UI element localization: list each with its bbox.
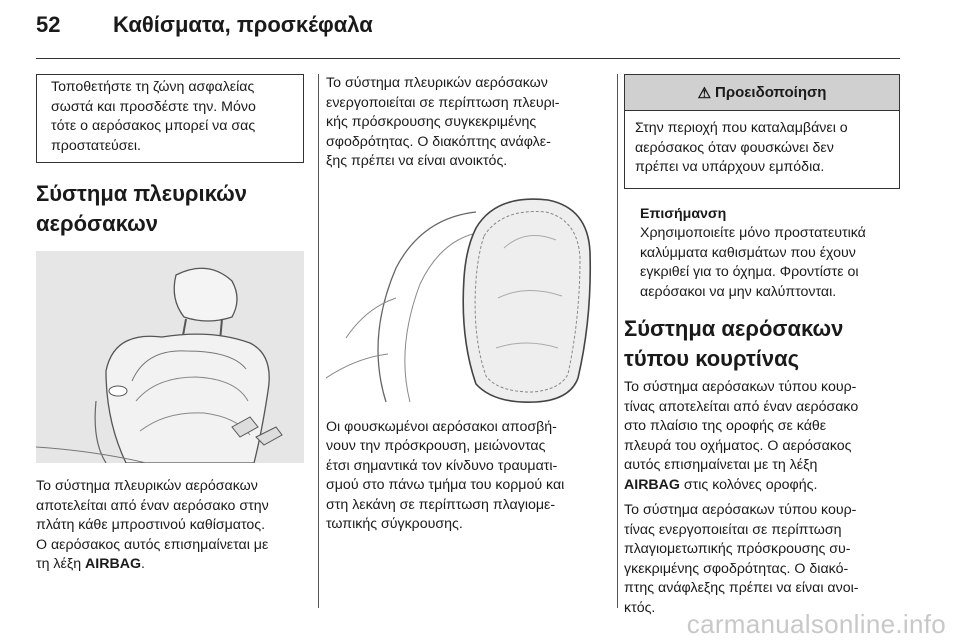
text-line: ενεργοποιείται σε περίπτωση πλευρι- [326, 94, 560, 111]
side-airbag-heading [36, 179, 304, 239]
text-line: Ο αερόσακος αυτός επισημαίνεται με [36, 536, 269, 553]
inflated-airbag-drawing [326, 188, 608, 406]
side-airbag-caption [36, 477, 304, 575]
seatbelt-note-text [43, 78, 297, 156]
curtain-airbag-description [624, 378, 900, 495]
text-fragment: στις κολόνες οροφής. [679, 476, 818, 493]
text-line: γκεκριμένης σφοδρότητας. Ο διακό- [624, 560, 849, 577]
text-line: Τοποθετήστε τη ζώνη ασφαλείας [51, 79, 255, 95]
notice-text [640, 224, 900, 302]
curtain-airbag-heading [624, 314, 900, 374]
side-airbag-activation-text [326, 74, 608, 172]
warning-triangle-icon: ⚠ [697, 84, 712, 102]
notice-title: Επισήμανση [640, 205, 727, 222]
text-line: τωπικής σύγκρουσης. [326, 516, 463, 532]
column-2 [326, 74, 608, 535]
text-line: νουν την πρόσκρουση, μειώνοντας [326, 438, 546, 454]
seatbelt-note-box [36, 74, 304, 163]
column-separator [318, 74, 319, 608]
text-line: σφοδρότητας. Ο διακόπτης ανάφλε- [326, 133, 551, 150]
text-line: Το σύστημα πλευρικών αερόσακων [36, 478, 258, 494]
text-line: πρέπει να υπάρχουν εμπόδια. [635, 159, 825, 175]
column-separator [617, 74, 618, 608]
text-fragment: . [141, 556, 145, 572]
text-line: πτης ανάφλεξης πρέπει να είναι ανοι- [624, 580, 859, 596]
heading-line: Σύστημα πλευρικών [36, 181, 247, 206]
text-line: κτός. [624, 599, 656, 616]
seat-drawing [36, 251, 304, 463]
curtain-airbag-activation-text [624, 501, 900, 618]
text-line [624, 476, 900, 496]
header-rule [36, 58, 900, 59]
text-line: καλύμματα καθισμάτων που έχουν [640, 244, 856, 261]
airbag-label: AIRBAG [624, 476, 680, 493]
text-line: έτσι σημαντικά τον κίνδυνο τραυματι- [326, 457, 558, 474]
side-airbag-effect-text [326, 418, 608, 535]
text-line: σμού στο πάνω τμήμα του κορμού και [326, 477, 565, 493]
text-line: Χρησιμοποιείτε μόνο προστατευτικά [640, 225, 866, 241]
text-line: πλαγιομετωπικής πρόσκρουσης συ- [624, 541, 851, 557]
seat-illustration [36, 251, 304, 463]
text-fragment: τη λέξη [36, 556, 86, 572]
warning-header [625, 75, 899, 111]
text-line: Στην περιοχή που καταλαμβάνει ο [635, 120, 848, 136]
watermark: carmanualsonline.info [686, 609, 946, 639]
text-line: κής πρόσκρουσης συγκεκριμένης [326, 114, 537, 130]
text-line: αποτελείται από έναν αερόσακο στην [36, 497, 269, 514]
notice-block [624, 205, 900, 303]
text-line: πλάτη κάθε μπροστινού καθίσματος. [36, 517, 266, 533]
text-line: σωστά και προσδέστε την. Μόνο [51, 98, 256, 115]
text-line: προστατεύσει. [51, 137, 141, 154]
text-line: Το σύστημα αερόσακων τύπου κουρ- [624, 379, 857, 395]
text-line: ξης πρέπει να είναι ανοικτός. [326, 153, 508, 169]
heading-line: τύπου κουρτίνας [624, 346, 800, 371]
warning-box [624, 74, 900, 189]
text-line: αερόσακοι να μην καλύπτονται. [640, 283, 837, 300]
text-line: αυτός επισημαίνεται με τη λέξη [624, 457, 818, 473]
text-line: στο πλαίσιο της οροφής σε κάθε [624, 418, 827, 434]
running-title: Καθίσματα, προσκέφαλα [113, 12, 373, 37]
column-3 [624, 74, 900, 618]
text-line: εγκριθεί για το όχημα. Φροντίστε οι [640, 264, 859, 280]
text-line [36, 555, 304, 575]
text-line: στη λεκάνη σε περίπτωση πλαγιομε- [326, 496, 556, 513]
text-line: Οι φουσκωμένοι αερόσακοι αποσβή- [326, 418, 557, 435]
heading-line: Σύστημα αερόσακων [624, 316, 844, 341]
heading-line: αερόσακων [36, 211, 158, 236]
text-line: τίνας αποτελείται από έναν αερόσακο [624, 398, 859, 415]
warning-title: Προειδοποίηση [715, 84, 827, 101]
text-line: τότε ο αερόσακος μπορεί να σας [51, 118, 256, 134]
text-line: τίνας ενεργοποιείται σε περίπτωση [624, 521, 842, 538]
text-line: αερόσακος όταν φουσκώνει δεν [635, 139, 834, 156]
text-line: Το σύστημα πλευρικών αερόσακων [326, 75, 548, 91]
inflated-airbag-illustration [326, 188, 608, 406]
text-line: Το σύστημα αερόσακων τύπου κουρ- [624, 502, 857, 518]
warning-text [625, 111, 899, 188]
column-1 [36, 74, 304, 575]
page-number: 52 [36, 12, 61, 37]
text-line: πλευρά του οχήματος. Ο αερόσακος [624, 437, 852, 454]
airbag-label: AIRBAG [85, 556, 142, 572]
